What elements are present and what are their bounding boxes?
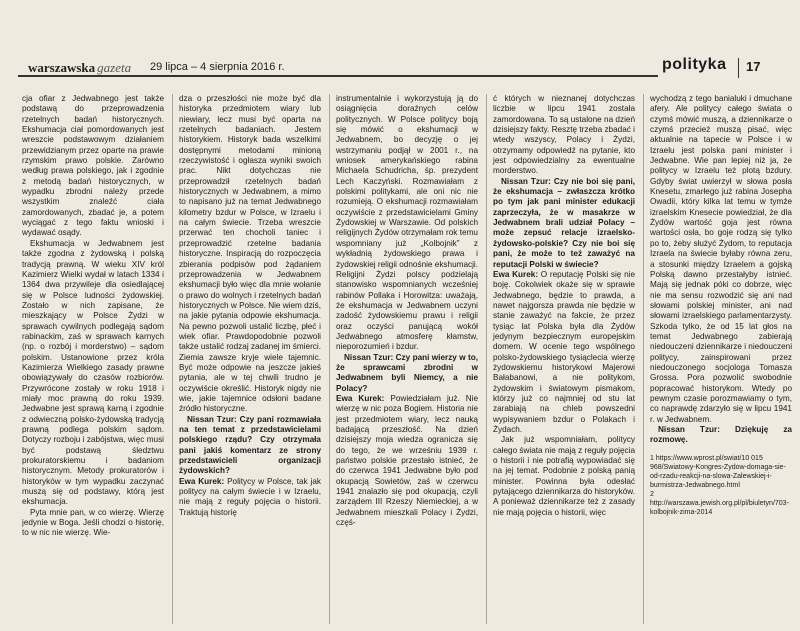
page-number: 17 <box>746 59 761 74</box>
answer-text: Politycy w Polsce, tak jak politycy na całym świecie i w Izraelu, nie mają z reguły pojęcia o historii. Traktują historię <box>179 476 321 517</box>
article-body <box>22 94 792 624</box>
interview-question: Nissan Tzur: Czy pani wierzy w to, że sprawcami zbrodni w Jedwabnem byli Niemcy, a nie Polacy? <box>336 352 478 393</box>
answer-text: Powiedziałam już. Nie wierzę w nic poza Bogiem. Historia nie jest przedmiotem wiary, lecz nauką badającą przeszłość. Na dzień dzisiejszy moja wiedza ogranicza się do tego, że we wrześniu 1939 r. państwo polskie przestało istnieć, że do czerwca 1941 Jedwabne było pod okupacją Sowietów, zaś w czerwcu 1941 znalazło się pod okupacją, czyli zarządem III Rzeszy Niemieckiej, a w Jedwabnem mieszkali Polacy i Żydzi, częś- <box>336 393 478 528</box>
paragraph: cja ofiar z Jedwabnego jest także podstawą do przeprowadzenia rzetelnych badań historycznych. Ekshumacja ciał pomordowanych jest wreszcie podstawowym działaniem przewidzianym przez oparte na prawie rzymskim prawo polskie. Zarówno według prawa polskiego, jak i zgodnie z metodą badań historycznych, w wypadku zbrodni należy przede wszystkim znaleźć ciała zamordowanych, zbadać je, a potem wyciągać z tego faktu wnioski i wydawać osądy. <box>22 94 164 238</box>
paragraph: Ekshumacja w Jedwabnem jest także zgodna z żydowską i polską tradycją prawną. W wieku XIV król Kazimierz Wielki wydał w latach 1334 i 1364 dwa przywileje dla osiedlającej się w Polsce ludności żydowskiej. Zostało w nich zapisane, że mieszkający w Polsce Żydzi w sprawach cywilnych podlegają sądom rabinackim, zaś w sprawach karnych (np. o rozbój i morderstwo) – sądom polskim. Ustanowione przez króla Kazimierza Wielkiego zasady prawne obowiązywały do czasów rozbiorów. Przywrócone zostały w roku 1918 i miały moc prawną do roku 1939. Jedwabne jest sprawą karną i zgodnie z odwieczną polsko-żydowską tradycją prawną podlega polskim sądom. Dotyczy rozboju i zabójstwa, więc musi być podstawą śledztwu prokuratorskiemu i badaniom historycznym. Metody prokuratorów i historyków w tym wypadku zaczynać muszą się od podstawy, którą jest ekshumacja. <box>22 238 164 507</box>
column-1 <box>22 94 164 624</box>
paragraph: Pyta mnie pan, w co wierzę. Wierzę jedynie w Boga. Jeśli chodzi o historię, to w nic nie wierzę. Wie- <box>22 507 164 538</box>
paragraph: Jak już wspomniałam, politycy całego świata nie mają z reguły pojęcia o historii i nie potrafią wypowiadać się na jej temat. Podobnie z polską panią minister. Powinna była odesłać pytającego dziennikarza do historyków. A ponieważ dziennikarze też z zasady nie mają pojęcia o historii, więc <box>493 435 635 517</box>
interview-answer <box>493 270 635 436</box>
interview-answer <box>179 477 321 518</box>
masthead-main: warszawska <box>28 60 96 75</box>
page-number-divider <box>738 58 739 78</box>
interview-answer <box>336 394 478 528</box>
column-4 <box>486 94 635 624</box>
footnotes <box>650 454 792 517</box>
paragraph: wychodzą z tego banialuki i dmuchane afery. Ale politycy całego świata o czymś mówić muszą, a dziennikarze o czymś przecież muszą pisać, więc aktualnie na tapecie w Polsce i w Izraelu jest polska pani minister i Jedwabne. Wie pan lepiej niż ja, że politycy w Izraelu też plotą bzdury. Gdyby świat uwierzył w słowa posła Knesetu, zmarłego już rabina Josepha Owadii, który kilka lat temu w tymże izraelskim Knesecie powiedział, że dla Żydów wartość goja jest równa wartości osła, bo goje rodzą się tylko po to, żeby służyć Żydom, to reputacja Izraela na świecie byłaby równa zeru, a stosunki między Izraelem a gojską Polską dawno przestałyby istnieć. Mają się jednak póki co dobrze, więc nie ma sensu rozwodzić się ani nad słowami polskiej minister, ani nad słowami izraelskiego parlamentarzysty. Szkoda tylko, że od 15 lat głos na temat Jedwabnego zabierają niedouczeni dziennikarze i niedouczeni politycy, zainspirowani przez niedouczonego socjologa Tomasza Grossa. Pora pozwolić swobodnie popracować historykom. Wtedy po pewnym czasie porozmawiamy o tym, co naprawdę zdarzyło się w lipcu 1941 r. w Jedwabnem. <box>650 94 792 424</box>
footnote: 2 http://warszawa.jewish.org.pl/pl/biuletyn/703-kolbojnik-zima-2014 <box>650 490 789 516</box>
section-title: polityka <box>662 56 727 73</box>
closing-line: Nissan Tzur: Dziękuję za rozmowę. <box>650 425 792 445</box>
paragraph: instrumentalnie i wykorzystują ją do osiągnięcia doraźnych celów politycznych. W Polsce politycy boją się mówić o ekshumacji w Jedwabnem, bo decyzję o jej wstrzymaniu podjął w 2001 r., na wniosek amerykańskiego rabina Michaela Schudricha, śp. prezydent Lech Kaczyński. Rozmawiałam z polskimi politykami, ale oni nic nie rozumieją. O ekshumacji rozmawiałam oczywiście z przedstawicielami Gminy Żydowskiej w Warszawie. Od polskich religijnych Żydów otrzymałam rok temu wspomniany już „Kolbojnik” z wykładnią żydowskiego prawa i żydowskiej religii odnośnie ekshumacji. Religijni Żydzi polscy podzielają stanowisko wspomnianych wcześniej rabinów Pollaka i Horowitza: uważają, że ekshumacja w Jedwabnem uczyni zadość żydowskiemu prawu i religii oraz oczyści panującą wokół Jedwabnego atmosferę kłamstw, nieporozumień i bzdur. <box>336 94 478 352</box>
interview-question: Nissan Tzur: Czy pani rozmawiała na ten temat z przedstawicielami polskiego rządu? Czy otrzymała pani jakiś komentarz ze strony przedstawicieli organizacji żydowskich? <box>179 414 321 476</box>
speaker-name: Ewa Kurek: <box>493 269 539 279</box>
column-2 <box>172 94 321 624</box>
page-header <box>0 0 800 86</box>
interview-question: Nissan Tzur: Czy nie boi się pani, że ekshumacja – zwłaszcza krótko po tym jak pani minister edukacji zaprzeczyła, że w masakrze w Jedwabnem brali udział Polacy – może zepsuć relacje izraelsko-żydowsko-polskie? Czy nie boi się pani, że może to też zaważyć na reputacji Polski w świecie? <box>493 176 635 269</box>
masthead-sub: gazeta <box>97 60 132 75</box>
header-rule <box>18 75 658 77</box>
speaker-name: Ewa Kurek: <box>179 476 225 486</box>
column-3 <box>329 94 478 624</box>
paragraph: dza o przeszłości nie może być dla historyka przedmiotem wiary lub niewiary, lecz musi być oparta na rzetelnych badaniach. Jestem historykiem. Historyk bada wszelkimi dostępnymi metodami minioną rzeczywistość i ogłasza wyniki swoich prac. Nikt dotychczas nie przeprowadził rzetelnych badań historycznych w Jedwabnem, a mimo to napisano już na temat Jedwabnego kilometry bzdur w Polsce, w Izraelu i na całym świecie. Trzeba wreszcie przerwać ten chocholi taniec i przeprowadzić rzetelne badania historyczne. Inspiracją do rozpoczęcia zbierania podpisów pod żądaniem przeprowadzenia w Jedwabnem ekshumacji było więc dla mnie wołanie o prawo do wolnych i rzetelnych badań historycznych w Polsce. Nie wiem dziś, na jakie pytania odpowie ekshumacja. Na pewno pozwoli ustalić liczbę, płeć i wiek ofiar. Prawdopodobnie pozwoli także ustalić rodzaj zadanej im śmierci. Ziemia zawsze kryje wiele tajemnic. Być może odpowie na jeszcze jakieś pytania, ale w tej chwili trudno je oczywiście określić. Historyk nigdy nie wie, jakie tajemnice odsłoni badane źródło historyczne. <box>179 94 321 414</box>
footnote: 1 https://www.wprost.pl/swiat/10 015 968/Swiatowy-Kongres-Zydow-domaga-sie-od-rzadu-reakcji-na-slowa-Zalewskiej-i-burmistrza-Jedwabnego.html <box>650 454 786 489</box>
column-5 <box>643 94 792 624</box>
speaker-name: Ewa Kurek: <box>336 393 385 403</box>
issue-date: 29 lipca – 4 sierpnia 2016 r. <box>150 61 285 73</box>
masthead <box>28 60 131 76</box>
answer-text: O reputację Polski się nie boję. Cokolwiek okaże się w sprawie Jedwabnego, będzie to prawda, a nawet najgorsza prawda nie będzie w stanie zaważyć na fakcie, że przez tysiąc lat Polska była dla Żydów jedynym bezpiecznym europejskim domem. W ocenie tego wspólnego polsko-żydowskiego tysiąclecia wierzę żydowskiemu historykowi Majerowi Bałabanowi, a nie politykom, żydowskim i światowym pismakom, którzy już co najmniej od stu lat zarabiają na chleb powszedni wypisywaniem bzdur o Polakach i Żydach. <box>493 269 635 434</box>
paragraph: ć których w nieznanej dotychczas liczbie w lipcu 1941 została zamordowana. To są ustalone na dzień dzisiejszy fakty. Resztę trzeba zbadać i wtedy wszyscy, Polacy i Żydzi, otrzymamy odpowiedź na pytanie, kto jest odpowiedzialny za ewentualne morderstwo. <box>493 94 635 176</box>
